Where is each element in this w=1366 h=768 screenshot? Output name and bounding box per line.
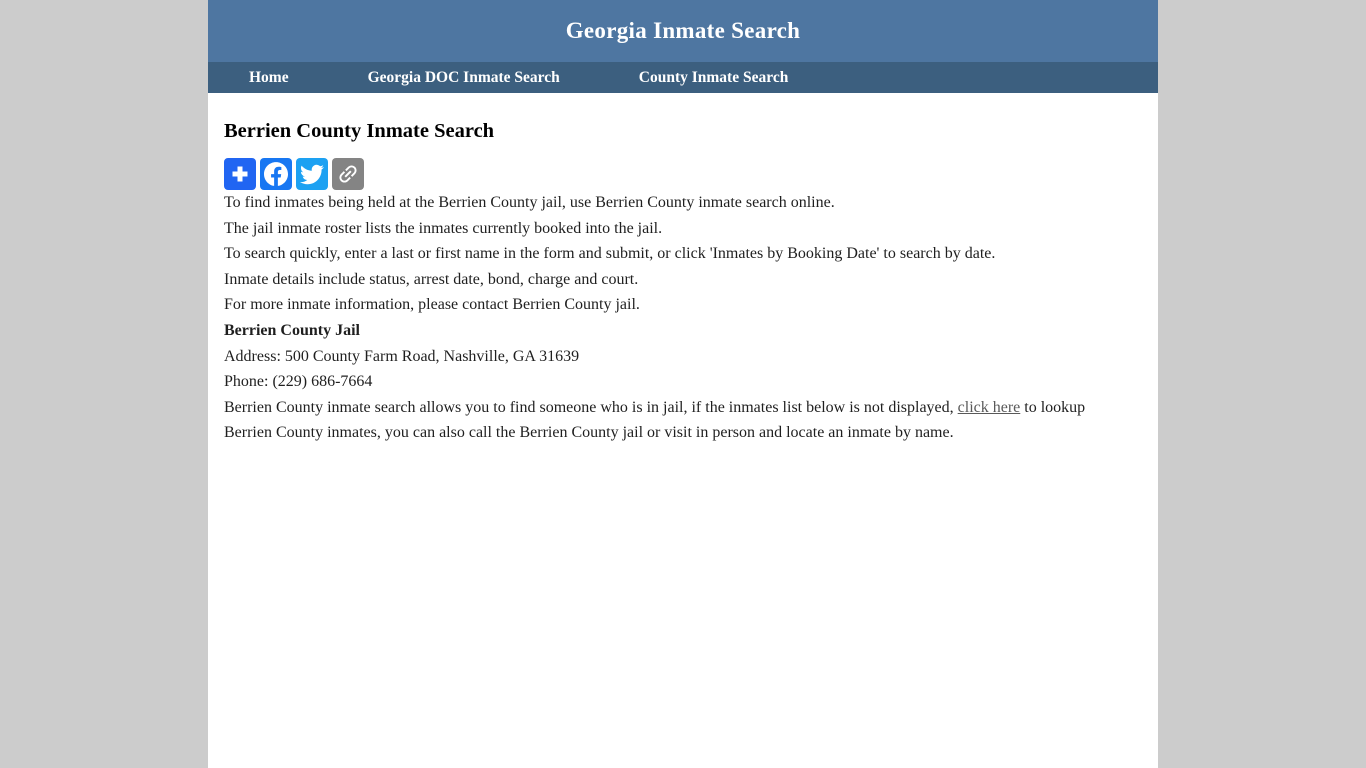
page-title: Berrien County Inmate Search: [224, 120, 495, 142]
nav-item-county-inmate-search[interactable]: County Inmate Search: [638, 68, 789, 86]
intro-line: Inmate details include status, arrest date, bond, charge and court.: [224, 270, 639, 288]
share-buttons-row: [224, 158, 1142, 190]
twitter-share-button[interactable]: [296, 158, 328, 190]
facebook-share-button[interactable]: [260, 158, 292, 190]
intro-line: For more inmate information, please contact Berrien County jail.: [224, 296, 640, 314]
jail-phone: Phone: (229) 686-7664: [224, 373, 373, 391]
site-title: Georgia Inmate Search: [565, 18, 801, 43]
share-button[interactable]: [224, 158, 256, 190]
content-area: [208, 93, 1158, 768]
click-here-link[interactable]: click here: [957, 398, 1021, 416]
intro-line: The jail inmate roster lists the inmates currently booked into the jail.: [224, 219, 663, 237]
nav-item-georgia-doc-inmate-search[interactable]: Georgia DOC Inmate Search: [367, 68, 560, 86]
facebook-icon: [260, 158, 292, 190]
main-nav: [208, 62, 1158, 93]
jail-info-block: [224, 318, 1142, 395]
page-container: [208, 0, 1158, 768]
outro-text-before-link: Berrien County inmate search allows you to find someone who is in jail, if the inmates list below is not displayed,: [224, 398, 958, 416]
outro-paragraph: [224, 395, 1129, 446]
outro-text-after-link: to lookup Berrien County inmates, you can also call the Berrien County jail or visit in person and locate an inmate by name.: [224, 398, 1086, 442]
site-header: [208, 0, 1158, 62]
intro-paragraph: [224, 190, 1142, 318]
intro-line: To search quickly, enter a last or first name in the form and submit, or click 'Inmates by Booking Date' to search by date.: [224, 245, 996, 263]
jail-name: Berrien County Jail: [224, 321, 360, 339]
jail-address: Address: 500 County Farm Road, Nashville, GA 31639: [224, 347, 580, 365]
link-icon: [332, 158, 364, 190]
nav-item-home[interactable]: Home: [249, 68, 289, 86]
share-icon: [224, 158, 256, 190]
copy-link-share-button[interactable]: [332, 158, 364, 190]
intro-line: To find inmates being held at the Berrien County jail, use Berrien County inmate search online.: [224, 194, 835, 211]
twitter-icon: [296, 158, 328, 190]
